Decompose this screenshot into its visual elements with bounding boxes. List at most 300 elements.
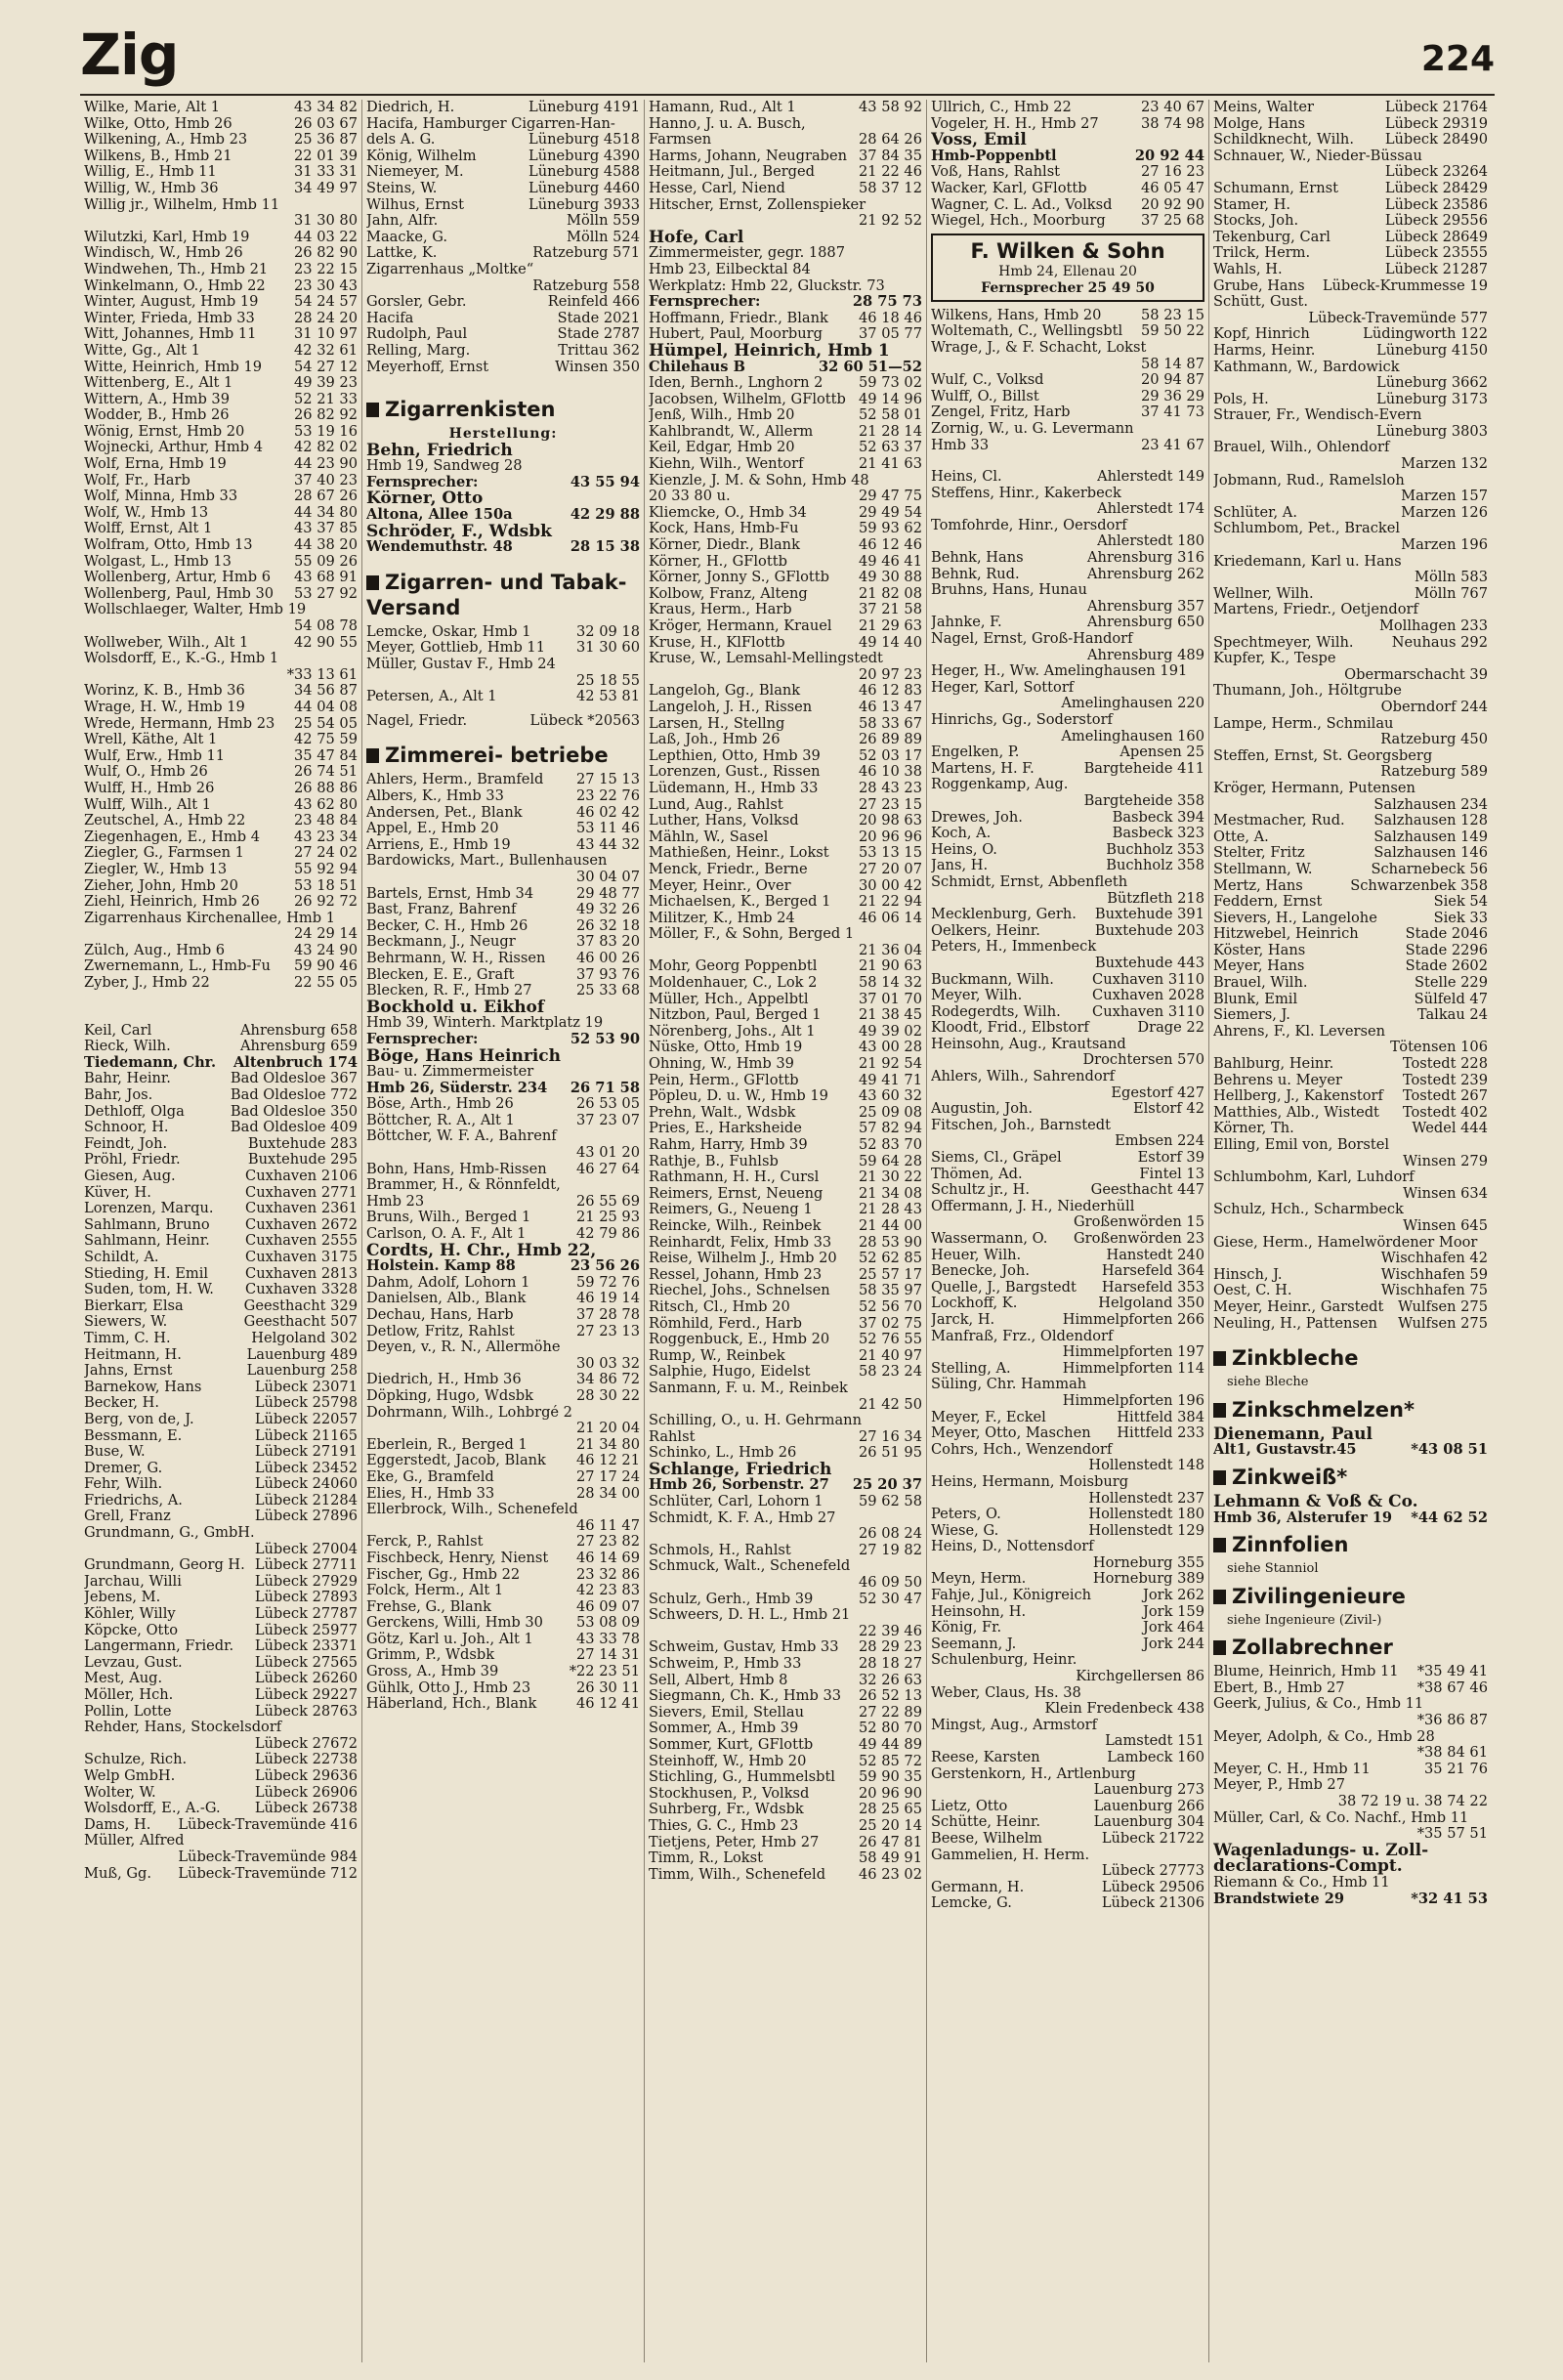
listing-entry bbox=[931, 631, 1204, 648]
entry-name: Bahr, Jos. bbox=[84, 1087, 153, 1104]
entry-number: 46 11 47 bbox=[576, 1517, 640, 1534]
listing-entry bbox=[84, 100, 358, 116]
entry-number: 58 35 97 bbox=[859, 1283, 922, 1299]
entry-name: Stelter, Fritz bbox=[1213, 845, 1305, 862]
entry-number: Lübeck 23071 bbox=[254, 1379, 358, 1395]
entry-number: 59 93 62 bbox=[859, 521, 922, 537]
entry-name bbox=[649, 667, 653, 684]
entry-number: 53 19 16 bbox=[294, 423, 358, 440]
entry-number: Buxtehude 391 bbox=[1094, 907, 1204, 923]
listing-entry bbox=[1213, 392, 1488, 408]
listing-entry bbox=[649, 116, 922, 133]
entry-number: 26 92 72 bbox=[294, 894, 358, 911]
listing-entry bbox=[649, 294, 922, 311]
section-title: Zigarren- und Tabak-Versand bbox=[366, 570, 627, 619]
listing-entry bbox=[366, 539, 640, 556]
entry-name: Grell, Franz bbox=[84, 1509, 171, 1525]
entry-number: 21 42 50 bbox=[859, 1396, 922, 1413]
section-title: Zollabrechner bbox=[1232, 1636, 1393, 1660]
entry-number: 26 53 05 bbox=[576, 1096, 640, 1113]
entry-name bbox=[649, 1624, 653, 1640]
entry-name: Altona, Allee 150a bbox=[366, 507, 513, 524]
listing-entry bbox=[1213, 1202, 1488, 1218]
entry-name bbox=[1213, 700, 1217, 716]
listing-entry bbox=[931, 956, 1204, 972]
entry-name: Gerstenkorn, H., Artlenburg bbox=[931, 1765, 1136, 1782]
entry-name: Mecklenburg, Gerh. bbox=[931, 907, 1077, 923]
listing-entry bbox=[366, 360, 640, 376]
listing-entry bbox=[649, 1737, 922, 1754]
entry-name: Kloodt, Frid., Elbstorf bbox=[931, 1020, 1089, 1037]
listing-entry bbox=[649, 311, 922, 327]
listing-entry bbox=[649, 213, 922, 230]
entry-number: Lüdingworth 122 bbox=[1363, 326, 1488, 343]
entry-number: Lübeck 27893 bbox=[254, 1590, 358, 1606]
entry-name bbox=[1213, 667, 1217, 684]
entry-number: 46 27 64 bbox=[576, 1161, 640, 1177]
listing-entry bbox=[366, 1177, 640, 1194]
entry-number: 55 92 94 bbox=[294, 861, 358, 877]
entry-number: 21 25 93 bbox=[576, 1210, 640, 1226]
entry-name: Bau- u. Zimmermeister bbox=[366, 1064, 534, 1081]
listing-entry bbox=[649, 100, 922, 116]
entry-name: Suhrberg, Fr., Wdsbk bbox=[649, 1802, 804, 1818]
listing-entry bbox=[84, 1395, 358, 1412]
listing-entry bbox=[84, 862, 358, 878]
listing-entry bbox=[931, 567, 1204, 583]
listing-entry bbox=[84, 813, 358, 829]
entry-name: Bahlburg, Heinr. bbox=[1213, 1056, 1334, 1073]
listing-entry bbox=[1213, 1056, 1488, 1073]
entry-number: 20 98 63 bbox=[859, 813, 922, 829]
entry-number: Stade 2296 bbox=[1405, 942, 1488, 958]
entry-name: Gammelien, H. Herm. bbox=[931, 1847, 1090, 1863]
entry-name: Jobmann, Rud., Ramelsloh bbox=[1213, 472, 1405, 489]
listing-entry bbox=[649, 732, 922, 748]
entry-number: Buxtehude 203 bbox=[1094, 922, 1204, 939]
entry-name: dels A. G. bbox=[366, 132, 436, 149]
listing-entry bbox=[1213, 651, 1488, 667]
entry-number: Hanstedt 240 bbox=[1106, 1247, 1204, 1263]
listing-entry bbox=[649, 829, 922, 846]
entry-name: Blecken, R. F., Hmb 27 bbox=[366, 983, 532, 999]
entry-name: Körner, Jonny S., GFlottb bbox=[649, 570, 829, 586]
entry-number: 42 53 81 bbox=[576, 689, 640, 705]
entry-name: Gross, A., Hmb 39 bbox=[366, 1664, 499, 1680]
listing-entry bbox=[931, 891, 1204, 908]
entry-name: Lehmann & Voß & Co. bbox=[1213, 1493, 1418, 1510]
listing-entry bbox=[649, 1867, 922, 1884]
entry-name: Ullrich, C., Hmb 22 bbox=[931, 100, 1072, 115]
listing-entry bbox=[649, 537, 922, 554]
entry-name: Gorsler, Gebr. bbox=[366, 294, 467, 311]
listing-entry bbox=[649, 1088, 922, 1105]
entry-name bbox=[366, 673, 370, 690]
listing-entry bbox=[366, 853, 640, 870]
listing-entry bbox=[366, 1696, 640, 1713]
entry-name: Ritsch, Cl., Hmb 20 bbox=[649, 1298, 790, 1315]
entry-number: Mollhagen 233 bbox=[1378, 618, 1488, 634]
entry-name: Schumann, Ernst bbox=[1213, 180, 1338, 196]
entry-number: Ahlerstedt 149 bbox=[1097, 469, 1204, 486]
entry-name: Prehn, Walt., Wdsbk bbox=[649, 1104, 796, 1121]
listing-entry bbox=[84, 1736, 358, 1753]
entry-name: Luther, Hans, Volksd bbox=[649, 813, 799, 829]
entry-number: 52 53 90 bbox=[570, 1031, 640, 1047]
entry-name: Hinsch, J. bbox=[1213, 1266, 1283, 1283]
listing-entry bbox=[931, 550, 1204, 567]
entry-name: Diedrich, H. bbox=[366, 100, 455, 115]
entry-number: 54 08 78 bbox=[294, 618, 358, 634]
entry-name: Schweers, D. H. L., Hmb 21 bbox=[649, 1607, 851, 1624]
listing-entry bbox=[931, 1718, 1204, 1734]
entry-name: Diedrich, H., Hmb 36 bbox=[366, 1372, 522, 1388]
entry-name: Feindt, Joh. bbox=[84, 1135, 168, 1152]
listing-entry bbox=[931, 1442, 1204, 1459]
column-4 bbox=[927, 100, 1209, 2362]
entry-number: Lübeck 21764 bbox=[1384, 100, 1488, 115]
entry-number: Bad Oldesloe 350 bbox=[230, 1103, 358, 1120]
entry-number: Cuxhaven 2672 bbox=[245, 1216, 358, 1233]
listing-entry bbox=[84, 1493, 358, 1509]
listing-entry bbox=[84, 570, 358, 586]
listing-entry bbox=[931, 340, 1204, 357]
listing-entry bbox=[931, 761, 1204, 778]
entry-number: 23 22 76 bbox=[576, 788, 640, 804]
entry-number: 30 04 07 bbox=[576, 869, 640, 885]
listing-entry bbox=[1213, 164, 1488, 181]
section-title: Zigarrenkisten bbox=[385, 398, 556, 422]
entry-name: Siems, Cl., Gräpel bbox=[931, 1150, 1062, 1167]
listing-entry bbox=[931, 533, 1204, 550]
entry-name: Chilehaus B bbox=[649, 359, 745, 375]
listing-entry bbox=[1213, 797, 1488, 814]
listing-entry bbox=[931, 1263, 1204, 1280]
entry-number: 57 82 94 bbox=[859, 1121, 922, 1137]
entry-name: Grimm, P., Wdsbk bbox=[366, 1647, 495, 1664]
entry-name: Wiese, G. bbox=[931, 1522, 999, 1539]
entry-number: 27 15 13 bbox=[576, 772, 640, 788]
entry-number: 49 39 23 bbox=[294, 375, 358, 392]
entry-number: Stade 2046 bbox=[1405, 926, 1488, 943]
listing-entry bbox=[931, 923, 1204, 940]
listing-entry bbox=[1213, 992, 1488, 1008]
listing-entry bbox=[1213, 1235, 1488, 1252]
entry-number: 28 53 90 bbox=[859, 1234, 922, 1251]
listing-entry bbox=[649, 602, 922, 618]
listing-entry bbox=[649, 1705, 922, 1721]
entry-number: 26 71 58 bbox=[570, 1080, 640, 1096]
entry-number: Ahrensburg 659 bbox=[240, 1039, 358, 1055]
entry-name: Wolf, Fr., Harb bbox=[84, 472, 190, 489]
entry-number: Lübeck 25798 bbox=[254, 1395, 358, 1412]
entry-number: Großenwörden 23 bbox=[1073, 1231, 1204, 1247]
entry-name: Michaelsen, K., Berged 1 bbox=[649, 894, 831, 911]
entry-number: Buxtehude 295 bbox=[247, 1152, 358, 1169]
entry-number: 53 18 51 bbox=[294, 877, 358, 894]
entry-name: Peters, O. bbox=[931, 1507, 1001, 1523]
listing-entry bbox=[931, 501, 1204, 518]
entry-name: Steins, W. bbox=[366, 180, 438, 196]
entry-number: Fintel 13 bbox=[1139, 1166, 1204, 1182]
listing-entry bbox=[649, 1251, 922, 1267]
entry-name: Wojnecki, Arthur, Hmb 4 bbox=[84, 440, 263, 456]
entry-number: Lübeck 26738 bbox=[254, 1801, 358, 1817]
listing-entry bbox=[366, 689, 640, 705]
entry-number: 42 90 55 bbox=[294, 634, 358, 651]
entry-number: 43 68 91 bbox=[294, 570, 358, 586]
listing-entry bbox=[84, 1136, 358, 1153]
entry-name: Grundmann, Georg H. bbox=[84, 1557, 245, 1574]
section-mark-icon bbox=[366, 748, 379, 763]
entry-number: 25 09 08 bbox=[859, 1104, 922, 1121]
listing-entry bbox=[1213, 1664, 1488, 1680]
entry-name: Rodegerdts, Wilh. bbox=[931, 1003, 1061, 1020]
entry-name: Kriedemann, Karl u. Hans bbox=[1213, 553, 1402, 570]
entry-name: Wolgast, L., Hmb 13 bbox=[84, 553, 232, 570]
entry-number: 22 01 39 bbox=[294, 148, 358, 164]
entry-number: Winsen 350 bbox=[555, 359, 640, 375]
entry-name: Rathmann, H. H., Cursl bbox=[649, 1169, 820, 1186]
listing-entry bbox=[366, 1145, 640, 1162]
listing-entry bbox=[84, 1055, 358, 1072]
entry-number: Lauenburg 489 bbox=[246, 1346, 358, 1363]
cross-reference: siehe Bleche bbox=[1227, 1375, 1309, 1390]
ad-address: Hmb 24, Ellenau 20 bbox=[998, 263, 1137, 279]
listing-entry bbox=[366, 1551, 640, 1567]
entry-number: Hittfeld 384 bbox=[1117, 1409, 1204, 1425]
listing-entry bbox=[649, 586, 922, 603]
listing-entry bbox=[931, 1085, 1204, 1102]
listing-entry bbox=[84, 164, 358, 181]
listing-entry bbox=[931, 842, 1204, 859]
entry-number: 46 09 50 bbox=[859, 1575, 922, 1592]
listing-entry bbox=[931, 793, 1204, 810]
listing-entry bbox=[649, 1040, 922, 1056]
listing-entry bbox=[1213, 407, 1488, 424]
entry-name: Timm, C. H. bbox=[84, 1330, 171, 1346]
entry-name: Ahrens, F., Kl. Leversen bbox=[1213, 1023, 1386, 1040]
entry-number: Jork 464 bbox=[1143, 1620, 1204, 1636]
entry-name: Kliemcke, O., Hmb 34 bbox=[649, 504, 807, 521]
entry-number: 26 82 92 bbox=[294, 407, 358, 424]
entry-name: Cordts, H. Chr., Hmb 22, bbox=[366, 1242, 597, 1259]
listing-entry bbox=[366, 1081, 640, 1097]
entry-number: Wulfsen 275 bbox=[1398, 1315, 1488, 1332]
section-mark-icon bbox=[1213, 1351, 1226, 1366]
section-heading bbox=[1213, 1584, 1488, 1609]
entry-name: Wolfram, Otto, Hmb 13 bbox=[84, 537, 253, 554]
entry-number: 30 03 32 bbox=[576, 1355, 640, 1372]
entry-number: Cuxhaven 2555 bbox=[245, 1233, 358, 1250]
entry-name bbox=[84, 1736, 88, 1753]
listing-entry bbox=[366, 507, 640, 524]
listing-entry bbox=[931, 599, 1204, 616]
listing-entry bbox=[1213, 1007, 1488, 1024]
entry-number: 55 09 26 bbox=[294, 553, 358, 570]
listing-entry bbox=[1213, 1024, 1488, 1041]
entry-number: Cuxhaven 2813 bbox=[245, 1265, 358, 1282]
entry-name: Reise, Wilhelm J., Hmb 20 bbox=[649, 1251, 837, 1267]
entry-name bbox=[931, 1133, 935, 1150]
entry-number: 43 33 78 bbox=[576, 1631, 640, 1647]
entry-name: Römhild, Ferd., Harb bbox=[649, 1315, 802, 1332]
entry-name bbox=[931, 501, 935, 518]
entry-number: 43 23 34 bbox=[294, 829, 358, 845]
entry-number: 21 28 14 bbox=[859, 423, 922, 440]
entry-number: Schwarzenbek 358 bbox=[1350, 877, 1488, 894]
page-header-keyword: Zig bbox=[80, 21, 179, 88]
entry-name: Militzer, K., Hmb 24 bbox=[649, 910, 795, 926]
entry-number: Lübeck 27004 bbox=[254, 1541, 358, 1557]
entry-number: Marzen 157 bbox=[1401, 489, 1488, 505]
listing-entry bbox=[1213, 683, 1488, 700]
listing-entry bbox=[1213, 278, 1488, 295]
listing-entry bbox=[84, 781, 358, 797]
entry-number: 42 82 02 bbox=[294, 440, 358, 456]
entry-number: 46 10 38 bbox=[859, 764, 922, 781]
entry-name: Brauel, Wilh. bbox=[1213, 975, 1308, 992]
entry-name bbox=[931, 956, 935, 972]
listing-entry bbox=[84, 1638, 358, 1655]
listing-entry bbox=[366, 262, 640, 278]
listing-entry bbox=[366, 343, 640, 360]
entry-number: Ahrensburg 262 bbox=[1087, 566, 1204, 582]
entry-number: 46 05 47 bbox=[1141, 180, 1204, 196]
entry-number: Lüneburg 3662 bbox=[1376, 375, 1488, 392]
listing-entry bbox=[649, 635, 922, 652]
entry-number: Bützfleth 218 bbox=[1107, 890, 1204, 907]
entry-name: Albers, K., Hmb 33 bbox=[366, 788, 504, 804]
listing-entry bbox=[649, 813, 922, 829]
listing-entry bbox=[649, 1526, 922, 1543]
entry-number: Lübeck 23371 bbox=[254, 1638, 358, 1655]
entry-name: Ziegenhagen, E., Hmb 4 bbox=[84, 829, 260, 845]
listing-entry bbox=[931, 181, 1204, 197]
entry-name: Trilck, Herm. bbox=[1213, 245, 1311, 262]
entry-name: Holstein. Kamp 88 bbox=[366, 1258, 516, 1275]
listing-entry bbox=[84, 1590, 358, 1606]
entry-name bbox=[931, 1214, 935, 1231]
listing-entry bbox=[84, 407, 358, 424]
entry-number: Cuxhaven 2028 bbox=[1092, 988, 1204, 1004]
entry-name: Beese, Wilhelm bbox=[931, 1830, 1043, 1847]
entry-number: Embsen 224 bbox=[1115, 1133, 1204, 1150]
listing-entry bbox=[84, 1380, 358, 1396]
listing-entry bbox=[366, 490, 640, 507]
entry-name: Bruhns, Hans, Hunau bbox=[931, 582, 1087, 599]
listing-entry bbox=[1213, 1794, 1488, 1810]
entry-name bbox=[931, 1782, 935, 1799]
section-heading bbox=[1213, 1397, 1488, 1423]
entry-number: 59 90 46 bbox=[294, 958, 358, 975]
entry-number: 43 37 85 bbox=[294, 521, 358, 537]
entry-name bbox=[1213, 1713, 1217, 1729]
listing-entry bbox=[931, 648, 1204, 664]
entry-name: Fernsprecher: bbox=[649, 294, 761, 311]
entry-name: Langeloh, J. H., Rissen bbox=[649, 699, 813, 715]
listing-entry bbox=[649, 1786, 922, 1803]
entry-name: Danielsen, Alb., Blank bbox=[366, 1291, 527, 1307]
entry-number: 43 55 94 bbox=[570, 474, 640, 490]
entry-number: 49 32 26 bbox=[576, 902, 640, 918]
entry-name: Wollschlaeger, Walter, Hmb 19 bbox=[84, 602, 307, 618]
section-heading bbox=[1213, 1635, 1488, 1660]
entry-name: Hmb 23 bbox=[366, 1193, 425, 1210]
entry-name: Hmb 36, Alsterufer 19 bbox=[1213, 1509, 1393, 1526]
listing-entry bbox=[649, 1056, 922, 1073]
entry-name bbox=[84, 667, 88, 684]
entry-name: Wrell, Käthe, Alt 1 bbox=[84, 732, 218, 748]
section-mark-icon bbox=[366, 403, 379, 417]
entry-number: Lüneburg 4390 bbox=[528, 148, 640, 164]
entry-name: Kienzle, J. M. & Sohn, Hmb 48 bbox=[649, 472, 869, 489]
entry-name bbox=[931, 1669, 935, 1685]
entry-name: Thies, G. C., Hmb 23 bbox=[649, 1817, 799, 1834]
listing-entry bbox=[1213, 245, 1488, 262]
listing-entry bbox=[366, 1032, 640, 1048]
entry-number: Lübeck 29506 bbox=[1101, 1879, 1204, 1895]
entry-number: 46 12 46 bbox=[859, 537, 922, 554]
listing-entry bbox=[84, 1557, 358, 1574]
entry-name: Welp GmbH. bbox=[84, 1767, 176, 1784]
entry-name: Heins, Hermann, Moisburg bbox=[931, 1473, 1129, 1490]
entry-number: 31 10 97 bbox=[294, 326, 358, 343]
listing-entry bbox=[366, 1226, 640, 1243]
entry-name: Siemers, J. bbox=[1213, 1007, 1290, 1024]
listing-entry bbox=[1213, 618, 1488, 635]
listing-entry bbox=[649, 943, 922, 959]
entry-number: Ratzeburg 450 bbox=[1380, 732, 1488, 748]
entry-name: Wacker, Karl, GFlottb bbox=[931, 180, 1087, 196]
entry-number: 23 41 67 bbox=[1141, 437, 1204, 453]
entry-number: Lübeck-Krummesse 19 bbox=[1322, 277, 1488, 294]
entry-number: 20 94 87 bbox=[1141, 372, 1204, 389]
entry-name: Ressel, Johann, Hmb 23 bbox=[649, 1266, 823, 1283]
entry-name: Keil, Carl bbox=[84, 1022, 152, 1039]
listing-entry bbox=[366, 1356, 640, 1373]
listing-entry bbox=[649, 375, 922, 392]
listing-entry bbox=[1213, 1745, 1488, 1762]
entry-name: Drewes, Joh. bbox=[931, 809, 1023, 826]
listing-entry bbox=[366, 458, 640, 475]
entry-name: Brandstwiete 29 bbox=[1213, 1891, 1345, 1907]
entry-name: Wilke, Otto, Hmb 26 bbox=[84, 115, 232, 132]
entry-name: Heitmann, Jul., Berged bbox=[649, 164, 816, 181]
entry-number: 23 32 86 bbox=[576, 1566, 640, 1583]
entry-name: Behrens u. Meyer bbox=[1213, 1072, 1343, 1088]
entry-number: Lübeck 27787 bbox=[254, 1606, 358, 1623]
listing-entry bbox=[649, 1575, 922, 1592]
entry-name: Berg, von de, J. bbox=[84, 1411, 194, 1427]
entry-name: Niemeyer, M. bbox=[366, 164, 464, 181]
listing-entry bbox=[366, 197, 640, 214]
listing-entry bbox=[931, 116, 1204, 133]
listing-entry bbox=[1213, 1137, 1488, 1154]
entry-name bbox=[1213, 424, 1217, 441]
entry-number: 52 76 55 bbox=[859, 1332, 922, 1348]
entry-name: Bast, Franz, Bahrenf bbox=[366, 902, 517, 918]
entry-name: Lampe, Herm., Schmilau bbox=[1213, 715, 1394, 732]
listing-entry bbox=[84, 748, 358, 765]
entry-number: *32 41 53 bbox=[1411, 1891, 1488, 1907]
listing-entry bbox=[366, 1128, 640, 1145]
listing-entry bbox=[931, 1604, 1204, 1621]
entry-name: Dechau, Hans, Harb bbox=[366, 1307, 514, 1323]
listing-entry bbox=[366, 624, 640, 641]
entry-number: Marzen 132 bbox=[1401, 456, 1488, 473]
entry-number: 54 27 12 bbox=[294, 359, 358, 375]
